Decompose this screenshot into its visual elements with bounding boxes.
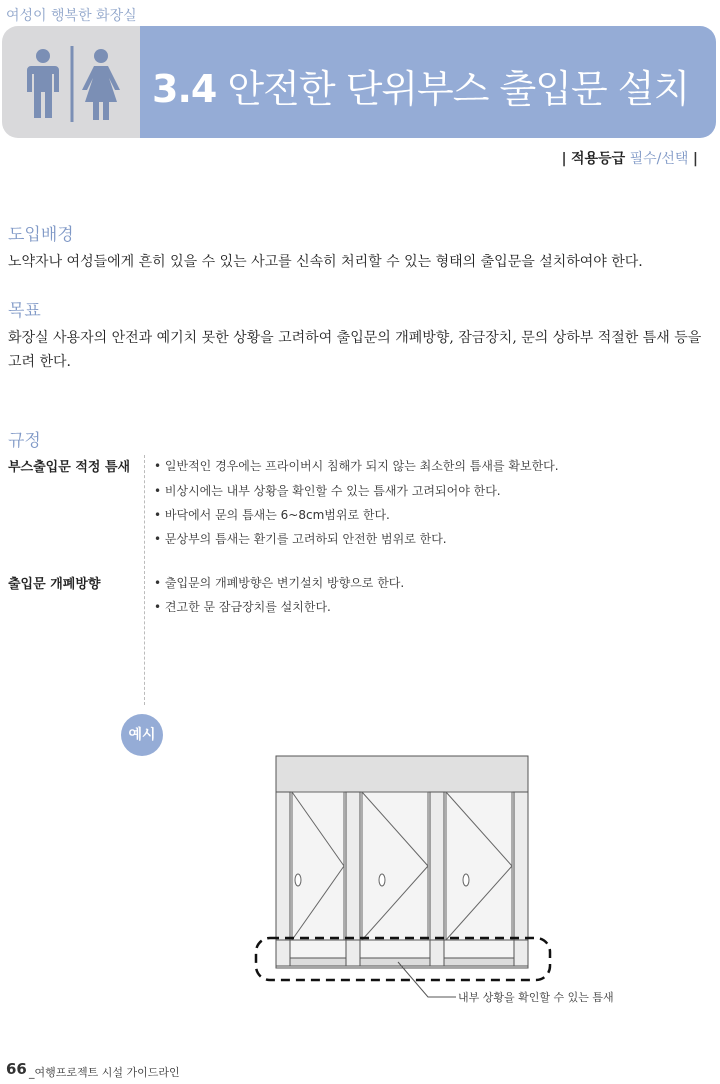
rule-item: • 비상시에는 내부 상황을 확인할 수 있는 틈새가 고려되어야 한다.: [154, 484, 501, 498]
background-heading: 도입배경: [8, 225, 74, 245]
background-text: 노약자나 여성들에게 흔히 있을 수 있는 사고를 신속히 처리할 수 있는 형태의 출입문을 설치하여야 한다.: [8, 254, 643, 270]
grade-value: 필수/선택: [629, 151, 689, 167]
rule-item: • 출입문의 개폐방향은 변기설치 방향으로 한다.: [154, 576, 405, 590]
page-number: 66: [6, 1060, 27, 1078]
section-title: [152, 58, 689, 113]
rule-item: • 일반적인 경우에는 프라이버시 침해가 되지 않는 최소한의 틈새를 확보한다.: [154, 459, 559, 473]
grade-label: 적용등급: [571, 151, 626, 167]
rule-item: • 바닥에서 문의 틈새는 6~8cm범위로 한다.: [154, 508, 390, 522]
grade-indicator: [561, 148, 698, 168]
section-title-text: 안전한 단위부스 출입문 설치: [227, 67, 690, 111]
man-icon: [24, 48, 62, 120]
icon-divider: [70, 46, 74, 122]
booth-illustration: [248, 752, 560, 1004]
figure-callout: 내부 상황을 확인할 수 있는 틈새: [458, 991, 614, 1004]
section-number: 3.4: [152, 67, 217, 111]
goal-text-line-1: 화장실 사용자의 안전과 예기치 못한 상황을 고려하여 출입문의 개폐방향, 잠금장치, 문의 상하부 적절한 틈새 등을: [8, 330, 702, 346]
rules-divider: [144, 455, 145, 705]
rules-heading: 규정: [8, 431, 41, 451]
top-panel: [276, 756, 528, 792]
goal-heading: 목표: [8, 301, 41, 321]
goal-text-line-2: 고려 한다.: [8, 354, 71, 370]
booth-door: [362, 792, 428, 940]
floor-gap-strip: [276, 958, 528, 966]
rule-item: • 문상부의 틈새는 환기를 고려하되 안전한 범위로 한다.: [154, 532, 447, 546]
running-header: 여성이 행복한 화장실: [6, 8, 137, 24]
example-badge: 예시: [121, 714, 163, 756]
booth-door: [446, 792, 512, 940]
rule-item: • 견고한 문 잠금장치를 설치한다.: [154, 600, 331, 614]
rule-group-label-gap: 부스출입문 적정 틈새: [8, 460, 131, 475]
booth-door: [292, 792, 344, 940]
footer-title: _여행프로젝트 시설 가이드라인: [29, 1066, 180, 1079]
woman-icon: [80, 48, 122, 120]
rule-group-label-direction: 출입문 개폐방향: [8, 577, 101, 592]
grade-bar-left: |: [561, 151, 567, 167]
grade-bar-right: |: [692, 151, 698, 167]
